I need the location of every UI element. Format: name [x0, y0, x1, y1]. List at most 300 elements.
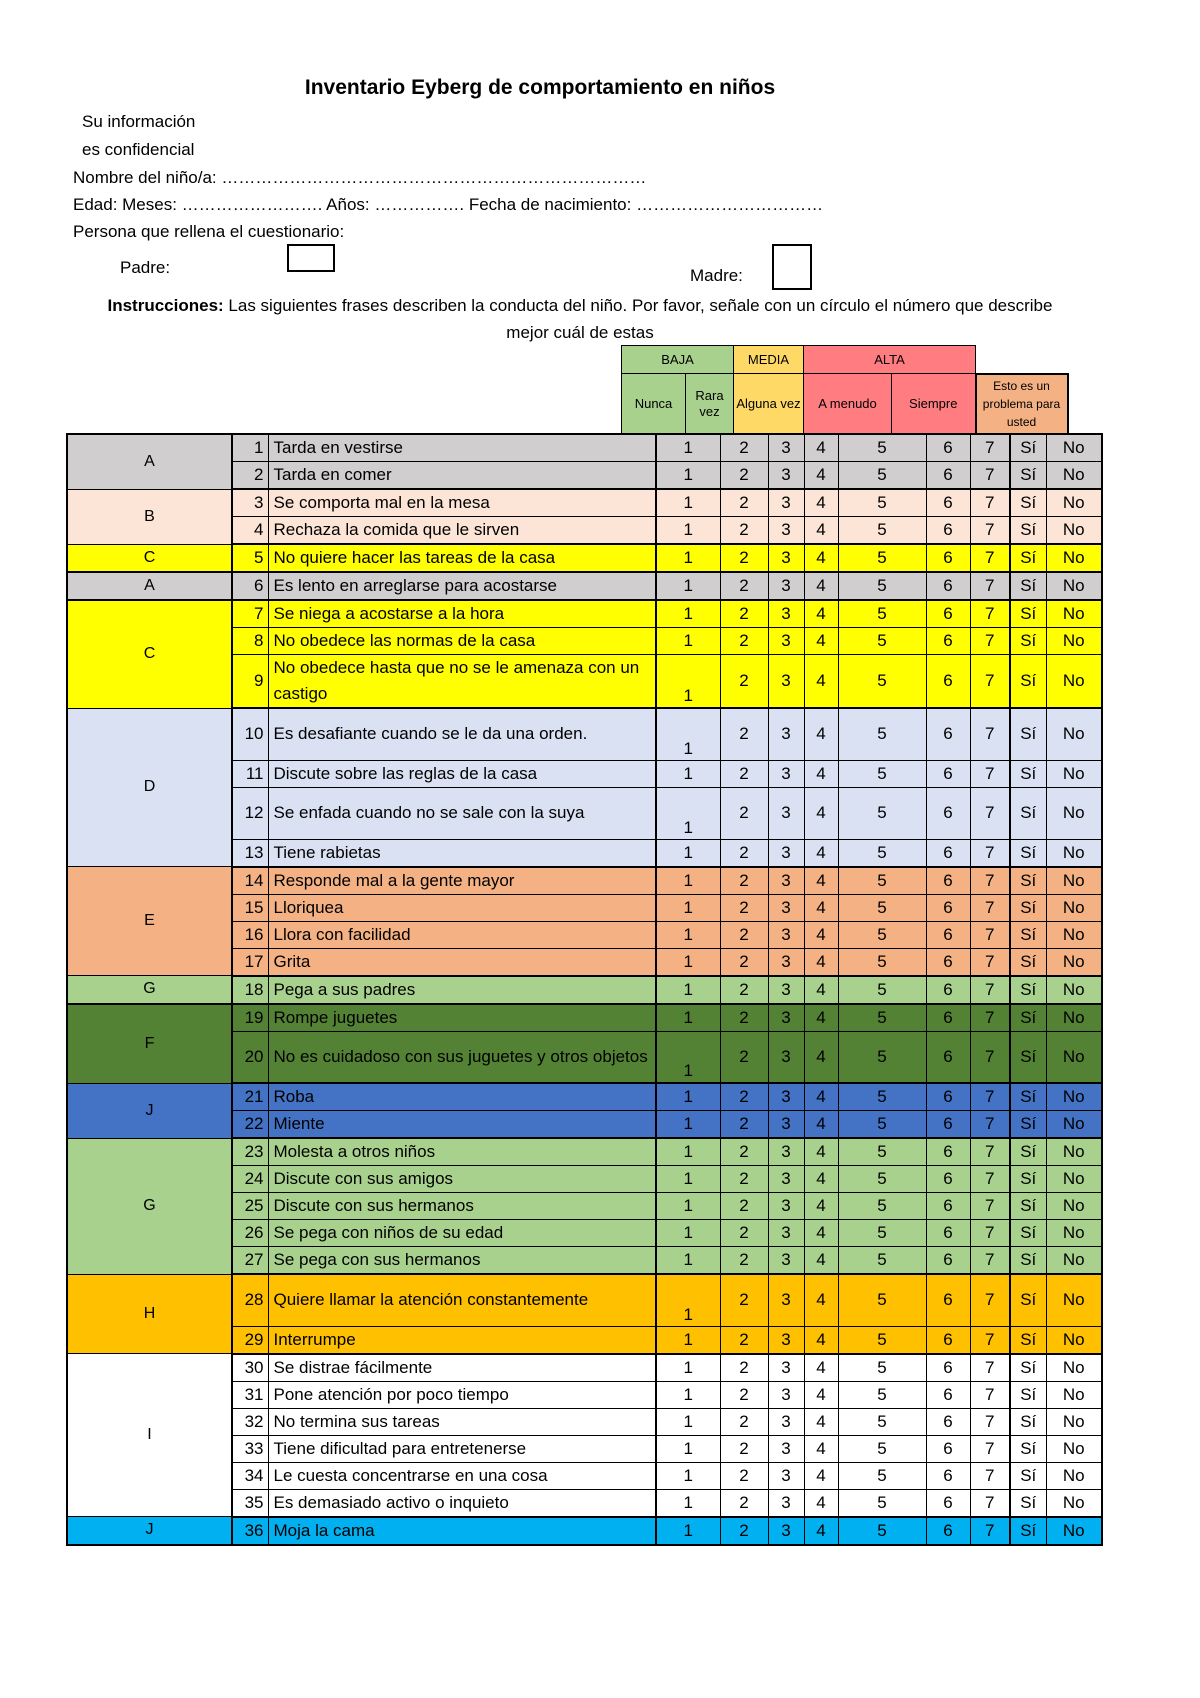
scale-option-6[interactable]: 6: [926, 1031, 970, 1083]
scale-option-7[interactable]: 7: [970, 1354, 1010, 1382]
problem-no-option[interactable]: No: [1046, 1354, 1102, 1382]
scale-option-6[interactable]: 6: [926, 434, 970, 462]
scale-option-2[interactable]: 2: [720, 708, 768, 760]
scale-option-7[interactable]: 7: [970, 1517, 1010, 1545]
scale-option-3[interactable]: 3: [768, 572, 804, 600]
scale-option-1[interactable]: 1: [656, 572, 720, 600]
scale-option-5[interactable]: 5: [838, 1462, 926, 1489]
scale-option-1[interactable]: 1: [656, 787, 720, 839]
scale-option-5[interactable]: 5: [838, 894, 926, 921]
scale-option-3[interactable]: 3: [768, 1247, 804, 1275]
problem-yes-option[interactable]: Sí: [1010, 1138, 1046, 1166]
scale-option-5[interactable]: 5: [838, 1166, 926, 1193]
problem-no-option[interactable]: No: [1046, 1083, 1102, 1111]
problem-no-option[interactable]: No: [1046, 600, 1102, 628]
scale-option-1[interactable]: 1: [656, 894, 720, 921]
scale-option-4[interactable]: 4: [804, 1517, 838, 1545]
scale-option-7[interactable]: 7: [970, 894, 1010, 921]
scale-option-2[interactable]: 2: [720, 1274, 768, 1326]
scale-option-1[interactable]: 1: [656, 1111, 720, 1139]
problem-no-option[interactable]: No: [1046, 517, 1102, 545]
scale-option-4[interactable]: 4: [804, 1166, 838, 1193]
scale-option-1[interactable]: 1: [656, 839, 720, 867]
problem-no-option[interactable]: No: [1046, 839, 1102, 867]
scale-option-1[interactable]: 1: [656, 1326, 720, 1354]
problem-yes-option[interactable]: Sí: [1010, 1004, 1046, 1032]
problem-yes-option[interactable]: Sí: [1010, 948, 1046, 976]
scale-option-2[interactable]: 2: [720, 1083, 768, 1111]
scale-option-1[interactable]: 1: [656, 628, 720, 655]
scale-option-6[interactable]: 6: [926, 1462, 970, 1489]
scale-option-6[interactable]: 6: [926, 1408, 970, 1435]
scale-option-1[interactable]: 1: [656, 1031, 720, 1083]
problem-yes-option[interactable]: Sí: [1010, 1381, 1046, 1408]
scale-option-7[interactable]: 7: [970, 628, 1010, 655]
scale-option-4[interactable]: 4: [804, 1274, 838, 1326]
problem-no-option[interactable]: No: [1046, 894, 1102, 921]
scale-option-7[interactable]: 7: [970, 1435, 1010, 1462]
scale-option-2[interactable]: 2: [720, 1247, 768, 1275]
scale-option-6[interactable]: 6: [926, 1166, 970, 1193]
problem-no-option[interactable]: No: [1046, 1220, 1102, 1247]
scale-option-4[interactable]: 4: [804, 1326, 838, 1354]
problem-yes-option[interactable]: Sí: [1010, 655, 1046, 709]
scale-option-7[interactable]: 7: [970, 544, 1010, 572]
scale-option-5[interactable]: 5: [838, 1489, 926, 1517]
scale-option-3[interactable]: 3: [768, 434, 804, 462]
scale-option-5[interactable]: 5: [838, 1083, 926, 1111]
problem-yes-option[interactable]: Sí: [1010, 628, 1046, 655]
scale-option-1[interactable]: 1: [656, 1381, 720, 1408]
scale-option-6[interactable]: 6: [926, 1274, 970, 1326]
scale-option-1[interactable]: 1: [656, 948, 720, 976]
problem-yes-option[interactable]: Sí: [1010, 976, 1046, 1004]
problem-no-option[interactable]: No: [1046, 1489, 1102, 1517]
scale-option-2[interactable]: 2: [720, 1326, 768, 1354]
scale-option-6[interactable]: 6: [926, 600, 970, 628]
problem-yes-option[interactable]: Sí: [1010, 434, 1046, 462]
problem-yes-option[interactable]: Sí: [1010, 839, 1046, 867]
scale-option-5[interactable]: 5: [838, 1435, 926, 1462]
problem-yes-option[interactable]: Sí: [1010, 867, 1046, 895]
scale-option-4[interactable]: 4: [804, 1083, 838, 1111]
scale-option-5[interactable]: 5: [838, 1138, 926, 1166]
scale-option-4[interactable]: 4: [804, 1031, 838, 1083]
problem-no-option[interactable]: No: [1046, 867, 1102, 895]
scale-option-2[interactable]: 2: [720, 1489, 768, 1517]
scale-option-3[interactable]: 3: [768, 1354, 804, 1382]
scale-option-7[interactable]: 7: [970, 462, 1010, 490]
scale-option-7[interactable]: 7: [970, 1166, 1010, 1193]
scale-option-5[interactable]: 5: [838, 1408, 926, 1435]
problem-yes-option[interactable]: Sí: [1010, 600, 1046, 628]
scale-option-4[interactable]: 4: [804, 489, 838, 517]
scale-option-6[interactable]: 6: [926, 1193, 970, 1220]
scale-option-3[interactable]: 3: [768, 839, 804, 867]
scale-option-3[interactable]: 3: [768, 544, 804, 572]
scale-option-7[interactable]: 7: [970, 1326, 1010, 1354]
scale-option-7[interactable]: 7: [970, 948, 1010, 976]
scale-option-5[interactable]: 5: [838, 1031, 926, 1083]
scale-option-6[interactable]: 6: [926, 1354, 970, 1382]
problem-yes-option[interactable]: Sí: [1010, 489, 1046, 517]
scale-option-7[interactable]: 7: [970, 976, 1010, 1004]
scale-option-5[interactable]: 5: [838, 787, 926, 839]
problem-yes-option[interactable]: Sí: [1010, 787, 1046, 839]
scale-option-1[interactable]: 1: [656, 462, 720, 490]
scale-option-2[interactable]: 2: [720, 1435, 768, 1462]
problem-no-option[interactable]: No: [1046, 976, 1102, 1004]
scale-option-2[interactable]: 2: [720, 839, 768, 867]
problem-yes-option[interactable]: Sí: [1010, 1247, 1046, 1275]
scale-option-3[interactable]: 3: [768, 1004, 804, 1032]
scale-option-7[interactable]: 7: [970, 1031, 1010, 1083]
scale-option-5[interactable]: 5: [838, 655, 926, 709]
scale-option-3[interactable]: 3: [768, 489, 804, 517]
scale-option-3[interactable]: 3: [768, 948, 804, 976]
problem-no-option[interactable]: No: [1046, 572, 1102, 600]
scale-option-3[interactable]: 3: [768, 894, 804, 921]
scale-option-4[interactable]: 4: [804, 1247, 838, 1275]
scale-option-3[interactable]: 3: [768, 1111, 804, 1139]
problem-no-option[interactable]: No: [1046, 1111, 1102, 1139]
scale-option-4[interactable]: 4: [804, 1111, 838, 1139]
scale-option-3[interactable]: 3: [768, 976, 804, 1004]
problem-yes-option[interactable]: Sí: [1010, 708, 1046, 760]
scale-option-2[interactable]: 2: [720, 544, 768, 572]
scale-option-2[interactable]: 2: [720, 434, 768, 462]
scale-option-6[interactable]: 6: [926, 760, 970, 787]
problem-no-option[interactable]: No: [1046, 948, 1102, 976]
scale-option-1[interactable]: 1: [656, 867, 720, 895]
scale-option-7[interactable]: 7: [970, 1489, 1010, 1517]
scale-option-7[interactable]: 7: [970, 434, 1010, 462]
scale-option-5[interactable]: 5: [838, 760, 926, 787]
scale-option-3[interactable]: 3: [768, 628, 804, 655]
scale-option-1[interactable]: 1: [656, 921, 720, 948]
scale-option-1[interactable]: 1: [656, 600, 720, 628]
scale-option-2[interactable]: 2: [720, 517, 768, 545]
problem-no-option[interactable]: No: [1046, 1462, 1102, 1489]
scale-option-5[interactable]: 5: [838, 708, 926, 760]
scale-option-7[interactable]: 7: [970, 1138, 1010, 1166]
scale-option-6[interactable]: 6: [926, 894, 970, 921]
scale-option-3[interactable]: 3: [768, 708, 804, 760]
scale-option-4[interactable]: 4: [804, 1004, 838, 1032]
scale-option-2[interactable]: 2: [720, 894, 768, 921]
scale-option-2[interactable]: 2: [720, 462, 768, 490]
scale-option-1[interactable]: 1: [656, 1220, 720, 1247]
scale-option-7[interactable]: 7: [970, 600, 1010, 628]
scale-option-7[interactable]: 7: [970, 572, 1010, 600]
scale-option-2[interactable]: 2: [720, 1193, 768, 1220]
scale-option-7[interactable]: 7: [970, 1220, 1010, 1247]
scale-option-2[interactable]: 2: [720, 1354, 768, 1382]
problem-no-option[interactable]: No: [1046, 708, 1102, 760]
scale-option-4[interactable]: 4: [804, 655, 838, 709]
scale-option-3[interactable]: 3: [768, 787, 804, 839]
scale-option-6[interactable]: 6: [926, 1517, 970, 1545]
scale-option-2[interactable]: 2: [720, 1031, 768, 1083]
problem-no-option[interactable]: No: [1046, 1193, 1102, 1220]
scale-option-4[interactable]: 4: [804, 1435, 838, 1462]
scale-option-3[interactable]: 3: [768, 1435, 804, 1462]
scale-option-5[interactable]: 5: [838, 489, 926, 517]
scale-option-3[interactable]: 3: [768, 1274, 804, 1326]
scale-option-6[interactable]: 6: [926, 1138, 970, 1166]
scale-option-1[interactable]: 1: [656, 517, 720, 545]
age-field[interactable]: Edad: Meses: ……………………. Años: ……………. Fecha de nacimiento: ……………………………: [73, 195, 824, 214]
problem-yes-option[interactable]: Sí: [1010, 1354, 1046, 1382]
scale-option-6[interactable]: 6: [926, 628, 970, 655]
scale-option-1[interactable]: 1: [656, 544, 720, 572]
scale-option-2[interactable]: 2: [720, 1408, 768, 1435]
scale-option-4[interactable]: 4: [804, 948, 838, 976]
scale-option-4[interactable]: 4: [804, 708, 838, 760]
problem-yes-option[interactable]: Sí: [1010, 1408, 1046, 1435]
scale-option-3[interactable]: 3: [768, 1489, 804, 1517]
problem-yes-option[interactable]: Sí: [1010, 1435, 1046, 1462]
scale-option-4[interactable]: 4: [804, 462, 838, 490]
scale-option-2[interactable]: 2: [720, 1004, 768, 1032]
child-name-field[interactable]: Nombre del niño/a: …………………………………………………………………: [73, 168, 647, 187]
scale-option-1[interactable]: 1: [656, 1435, 720, 1462]
problem-no-option[interactable]: No: [1046, 1031, 1102, 1083]
scale-option-6[interactable]: 6: [926, 1326, 970, 1354]
scale-option-2[interactable]: 2: [720, 1138, 768, 1166]
scale-option-7[interactable]: 7: [970, 655, 1010, 709]
scale-option-4[interactable]: 4: [804, 1462, 838, 1489]
scale-option-1[interactable]: 1: [656, 1354, 720, 1382]
problem-yes-option[interactable]: Sí: [1010, 572, 1046, 600]
scale-option-3[interactable]: 3: [768, 760, 804, 787]
scale-option-6[interactable]: 6: [926, 1083, 970, 1111]
scale-option-3[interactable]: 3: [768, 1408, 804, 1435]
scale-option-1[interactable]: 1: [656, 655, 720, 709]
scale-option-6[interactable]: 6: [926, 1381, 970, 1408]
problem-no-option[interactable]: No: [1046, 760, 1102, 787]
scale-option-6[interactable]: 6: [926, 462, 970, 490]
scale-option-5[interactable]: 5: [838, 1517, 926, 1545]
scale-option-1[interactable]: 1: [656, 434, 720, 462]
scale-option-5[interactable]: 5: [838, 839, 926, 867]
problem-yes-option[interactable]: Sí: [1010, 1220, 1046, 1247]
scale-option-1[interactable]: 1: [656, 1247, 720, 1275]
problem-no-option[interactable]: No: [1046, 787, 1102, 839]
scale-option-6[interactable]: 6: [926, 921, 970, 948]
scale-option-1[interactable]: 1: [656, 1193, 720, 1220]
scale-option-1[interactable]: 1: [656, 708, 720, 760]
problem-yes-option[interactable]: Sí: [1010, 1193, 1046, 1220]
scale-option-7[interactable]: 7: [970, 921, 1010, 948]
scale-option-3[interactable]: 3: [768, 1326, 804, 1354]
scale-option-3[interactable]: 3: [768, 1220, 804, 1247]
scale-option-1[interactable]: 1: [656, 1489, 720, 1517]
scale-option-3[interactable]: 3: [768, 1517, 804, 1545]
scale-option-7[interactable]: 7: [970, 787, 1010, 839]
scale-option-2[interactable]: 2: [720, 976, 768, 1004]
problem-no-option[interactable]: No: [1046, 921, 1102, 948]
scale-option-5[interactable]: 5: [838, 572, 926, 600]
scale-option-7[interactable]: 7: [970, 839, 1010, 867]
scale-option-7[interactable]: 7: [970, 1408, 1010, 1435]
scale-option-4[interactable]: 4: [804, 839, 838, 867]
mother-checkbox[interactable]: [772, 244, 812, 290]
scale-option-4[interactable]: 4: [804, 787, 838, 839]
problem-no-option[interactable]: No: [1046, 489, 1102, 517]
scale-option-5[interactable]: 5: [838, 1274, 926, 1326]
scale-option-6[interactable]: 6: [926, 1435, 970, 1462]
scale-option-2[interactable]: 2: [720, 628, 768, 655]
father-checkbox[interactable]: [287, 244, 335, 272]
scale-option-6[interactable]: 6: [926, 1220, 970, 1247]
scale-option-6[interactable]: 6: [926, 948, 970, 976]
scale-option-5[interactable]: 5: [838, 517, 926, 545]
scale-option-4[interactable]: 4: [804, 760, 838, 787]
scale-option-4[interactable]: 4: [804, 628, 838, 655]
problem-yes-option[interactable]: Sí: [1010, 517, 1046, 545]
problem-yes-option[interactable]: Sí: [1010, 544, 1046, 572]
scale-option-4[interactable]: 4: [804, 1220, 838, 1247]
scale-option-7[interactable]: 7: [970, 1004, 1010, 1032]
problem-yes-option[interactable]: Sí: [1010, 1326, 1046, 1354]
problem-yes-option[interactable]: Sí: [1010, 1166, 1046, 1193]
scale-option-4[interactable]: 4: [804, 1408, 838, 1435]
scale-option-5[interactable]: 5: [838, 434, 926, 462]
problem-no-option[interactable]: No: [1046, 1435, 1102, 1462]
scale-option-3[interactable]: 3: [768, 867, 804, 895]
problem-no-option[interactable]: No: [1046, 1004, 1102, 1032]
scale-option-2[interactable]: 2: [720, 655, 768, 709]
problem-no-option[interactable]: No: [1046, 462, 1102, 490]
scale-option-6[interactable]: 6: [926, 489, 970, 517]
scale-option-3[interactable]: 3: [768, 655, 804, 709]
scale-option-6[interactable]: 6: [926, 572, 970, 600]
scale-option-1[interactable]: 1: [656, 1083, 720, 1111]
scale-option-7[interactable]: 7: [970, 1462, 1010, 1489]
scale-option-2[interactable]: 2: [720, 1220, 768, 1247]
scale-option-5[interactable]: 5: [838, 948, 926, 976]
scale-option-6[interactable]: 6: [926, 839, 970, 867]
scale-option-5[interactable]: 5: [838, 1381, 926, 1408]
scale-option-2[interactable]: 2: [720, 921, 768, 948]
scale-option-1[interactable]: 1: [656, 1004, 720, 1032]
scale-option-2[interactable]: 2: [720, 1462, 768, 1489]
scale-option-5[interactable]: 5: [838, 1247, 926, 1275]
scale-option-4[interactable]: 4: [804, 434, 838, 462]
scale-option-3[interactable]: 3: [768, 462, 804, 490]
problem-yes-option[interactable]: Sí: [1010, 1462, 1046, 1489]
scale-option-5[interactable]: 5: [838, 867, 926, 895]
problem-no-option[interactable]: No: [1046, 1166, 1102, 1193]
scale-option-6[interactable]: 6: [926, 1111, 970, 1139]
scale-option-7[interactable]: 7: [970, 1381, 1010, 1408]
scale-option-4[interactable]: 4: [804, 517, 838, 545]
scale-option-7[interactable]: 7: [970, 1274, 1010, 1326]
scale-option-1[interactable]: 1: [656, 489, 720, 517]
scale-option-2[interactable]: 2: [720, 1111, 768, 1139]
scale-option-5[interactable]: 5: [838, 544, 926, 572]
scale-option-7[interactable]: 7: [970, 517, 1010, 545]
scale-option-3[interactable]: 3: [768, 600, 804, 628]
problem-yes-option[interactable]: Sí: [1010, 1489, 1046, 1517]
scale-option-7[interactable]: 7: [970, 1247, 1010, 1275]
problem-no-option[interactable]: No: [1046, 1408, 1102, 1435]
scale-option-2[interactable]: 2: [720, 489, 768, 517]
scale-option-5[interactable]: 5: [838, 1326, 926, 1354]
scale-option-2[interactable]: 2: [720, 787, 768, 839]
scale-option-5[interactable]: 5: [838, 600, 926, 628]
scale-option-7[interactable]: 7: [970, 760, 1010, 787]
scale-option-3[interactable]: 3: [768, 1138, 804, 1166]
scale-option-6[interactable]: 6: [926, 708, 970, 760]
scale-option-7[interactable]: 7: [970, 1083, 1010, 1111]
scale-option-5[interactable]: 5: [838, 1193, 926, 1220]
problem-no-option[interactable]: No: [1046, 1247, 1102, 1275]
scale-option-4[interactable]: 4: [804, 921, 838, 948]
scale-option-3[interactable]: 3: [768, 1166, 804, 1193]
scale-option-4[interactable]: 4: [804, 867, 838, 895]
scale-option-6[interactable]: 6: [926, 976, 970, 1004]
problem-yes-option[interactable]: Sí: [1010, 760, 1046, 787]
scale-option-2[interactable]: 2: [720, 1517, 768, 1545]
scale-option-2[interactable]: 2: [720, 572, 768, 600]
scale-option-1[interactable]: 1: [656, 1166, 720, 1193]
scale-option-6[interactable]: 6: [926, 867, 970, 895]
problem-yes-option[interactable]: Sí: [1010, 1517, 1046, 1545]
scale-option-3[interactable]: 3: [768, 1031, 804, 1083]
scale-option-5[interactable]: 5: [838, 1354, 926, 1382]
scale-option-4[interactable]: 4: [804, 1381, 838, 1408]
scale-option-6[interactable]: 6: [926, 1004, 970, 1032]
scale-option-3[interactable]: 3: [768, 1083, 804, 1111]
scale-option-7[interactable]: 7: [970, 1193, 1010, 1220]
scale-option-1[interactable]: 1: [656, 1274, 720, 1326]
scale-option-2[interactable]: 2: [720, 1166, 768, 1193]
scale-option-4[interactable]: 4: [804, 544, 838, 572]
problem-yes-option[interactable]: Sí: [1010, 462, 1046, 490]
scale-option-1[interactable]: 1: [656, 976, 720, 1004]
scale-option-6[interactable]: 6: [926, 544, 970, 572]
scale-option-4[interactable]: 4: [804, 1489, 838, 1517]
scale-option-1[interactable]: 1: [656, 760, 720, 787]
scale-option-6[interactable]: 6: [926, 1489, 970, 1517]
scale-option-5[interactable]: 5: [838, 921, 926, 948]
scale-option-5[interactable]: 5: [838, 1111, 926, 1139]
problem-yes-option[interactable]: Sí: [1010, 921, 1046, 948]
problem-yes-option[interactable]: Sí: [1010, 1111, 1046, 1139]
scale-option-6[interactable]: 6: [926, 787, 970, 839]
scale-option-3[interactable]: 3: [768, 1462, 804, 1489]
problem-yes-option[interactable]: Sí: [1010, 1031, 1046, 1083]
problem-no-option[interactable]: No: [1046, 434, 1102, 462]
scale-option-7[interactable]: 7: [970, 708, 1010, 760]
scale-option-2[interactable]: 2: [720, 760, 768, 787]
scale-option-1[interactable]: 1: [656, 1462, 720, 1489]
scale-option-3[interactable]: 3: [768, 1381, 804, 1408]
scale-option-7[interactable]: 7: [970, 489, 1010, 517]
problem-no-option[interactable]: No: [1046, 544, 1102, 572]
scale-option-5[interactable]: 5: [838, 462, 926, 490]
problem-yes-option[interactable]: Sí: [1010, 1083, 1046, 1111]
scale-option-4[interactable]: 4: [804, 1354, 838, 1382]
scale-option-7[interactable]: 7: [970, 1111, 1010, 1139]
scale-option-1[interactable]: 1: [656, 1517, 720, 1545]
scale-option-3[interactable]: 3: [768, 921, 804, 948]
problem-no-option[interactable]: No: [1046, 1274, 1102, 1326]
scale-option-4[interactable]: 4: [804, 1193, 838, 1220]
problem-no-option[interactable]: No: [1046, 1517, 1102, 1545]
